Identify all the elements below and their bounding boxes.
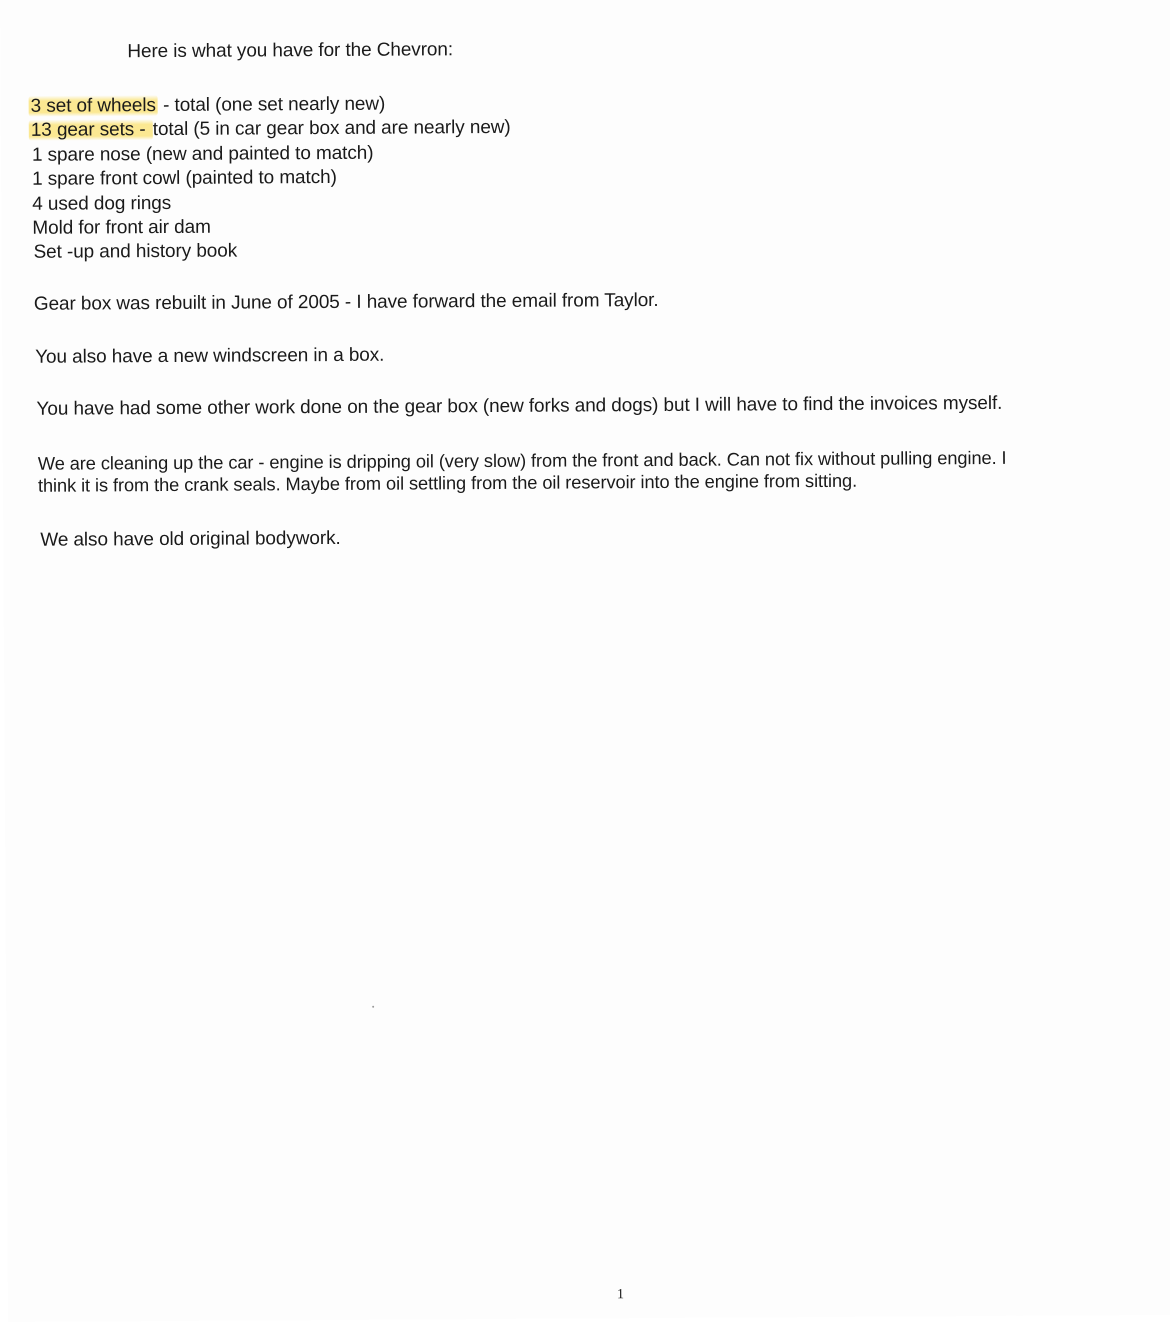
heading: Here is what you have for the Chevron: xyxy=(127,39,454,63)
scan-speck xyxy=(372,1006,374,1008)
list-item-text: Set -up and history book xyxy=(33,240,238,263)
paragraph: Gear box was rebuilt in June of 2005 - I have forward the email from Taylor. xyxy=(33,289,659,315)
paragraph: We are cleaning up the car - engine is dripping oil (very slow) from the front and back. Can not fix without pulling engine. I xyxy=(37,446,1007,474)
list-item xyxy=(32,167,337,191)
list-item xyxy=(33,241,237,264)
highlighted-text: 3 set of wheels xyxy=(30,95,156,117)
highlighted-text: 13 gear sets - xyxy=(30,119,151,141)
list-item xyxy=(32,217,211,240)
list-item-text: - total (one set nearly new) xyxy=(157,93,386,117)
paragraph: You have had some other work done on the gear box (new forks and dogs) but I will have to find the invoices myself. xyxy=(36,392,1003,420)
list-item-text: 1 spare front cowl (painted to match) xyxy=(32,166,337,190)
list-item xyxy=(32,143,374,167)
list-item-text: 1 spare nose (new and painted to match) xyxy=(31,142,374,166)
list-item xyxy=(31,94,386,118)
list-item-text: total (5 in car gear box and are nearly new) xyxy=(152,116,511,141)
page-number: 1 xyxy=(616,1287,624,1303)
paragraph: think it is from the crank seals. Maybe from oil settling from the oil reservoir into the engine from sitting. xyxy=(37,469,858,496)
list-item-text: Mold for front air dam xyxy=(32,216,211,239)
list-item xyxy=(31,117,511,142)
list-item-text: 4 used dog rings xyxy=(32,192,172,215)
list-item xyxy=(32,193,171,216)
paragraph: We also have old original bodywork. xyxy=(40,527,341,551)
paragraph: You also have a new windscreen in a box. xyxy=(35,344,385,368)
